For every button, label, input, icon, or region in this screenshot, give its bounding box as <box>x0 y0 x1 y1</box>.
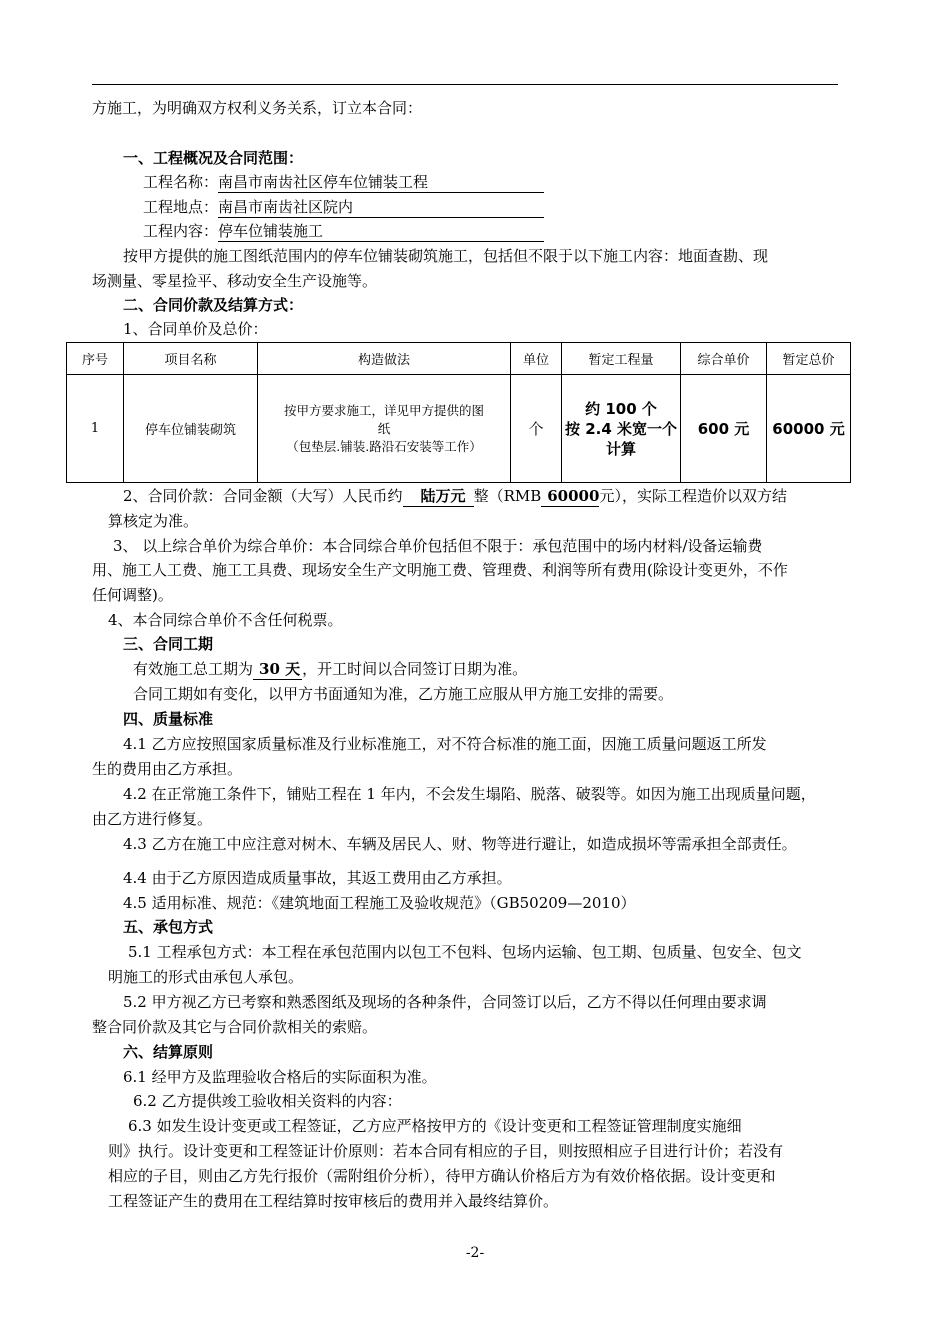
clause-6-3-line-2: 则》执行。设计变更和工程签证计价原则：若本合同有相应的子目，则按照相应子目进行计价；若没有 <box>108 1142 784 1160</box>
qty-line-1: 约 100 个 <box>585 399 657 418</box>
clause-5-2-line-1: 5.2 甲方视乙方已考察和熟悉图纸及现场的各种条件，合同签订以后，乙方不得以任何理由要求调 <box>123 993 767 1011</box>
clause-4-2-line-2: 由乙方进行修复。 <box>92 810 213 828</box>
section-5-heading: 五、承包方式 <box>123 918 214 936</box>
clause-4-2-line-1: 4.2 在正常施工条件下，铺贴工程在 1 年内，不会发生塌陷、脱落、破裂等。如因为施工出现质量问题， <box>123 785 816 803</box>
unit-price-title: 1、合同单价及总价： <box>123 320 268 338</box>
contract-amount-text-a: 2、合同价款：合同金额（大写）人民币约 <box>123 487 403 505</box>
clause-4-3: 4.3 乙方在施工中应注意对树木、车辆及居民人、财、物等进行避让，如造成损坏等需承担全部责任。 <box>123 835 797 853</box>
table-row <box>67 375 851 483</box>
project-site-line <box>143 197 544 218</box>
contract-amount-line-2: 算核定为准。 <box>108 512 199 530</box>
cell-unit-price: 600 元 <box>681 375 767 483</box>
clause-6-3-line-1: 6.3 如发生设计变更或工程签证，乙方应严格按甲方的《设计变更和工程签证管理制度实施细 <box>128 1117 742 1135</box>
method-line-3: （包垫层.铺装.路沿石安装等工作） <box>286 438 482 454</box>
section-3-heading: 三、合同工期 <box>123 635 214 653</box>
contract-amount-text-c: 元），实际工程造价以双方结 <box>599 487 787 505</box>
contract-amount-cn: 陆万元 <box>403 486 474 507</box>
tax-note: 4、本合同综合单价不含任何税票。 <box>108 611 343 629</box>
method-line-2: 纸 <box>377 420 391 436</box>
clause-4-1-line-2: 生的费用由乙方承担。 <box>92 760 243 778</box>
header-cell: 单位 <box>511 343 562 375</box>
duration-change-line: 合同工期如有变化，以甲方书面通知为准，乙方施工应服从甲方施工安排的需要。 <box>133 685 674 703</box>
project-name-label: 工程名称： <box>143 173 219 191</box>
cell-total: 60000 元 <box>767 375 851 483</box>
contract-amount-rmb: 60000 <box>541 486 599 507</box>
clause-4-1-line-1: 4.1 乙方应按照国家质量标准及行业标准施工，对不符合标准的施工面，因施工质量问题返工所发 <box>123 735 767 753</box>
contract-amount-line <box>123 486 787 507</box>
cell-quantity <box>562 375 681 483</box>
clause-6-3-line-4: 工程签证产生的费用在工程结算时按审核后的费用并入最终结算价。 <box>108 1192 559 1210</box>
header-cell: 暂定工程量 <box>562 343 681 375</box>
duration-days: 30 天 <box>253 659 302 680</box>
clause-5-2-line-2: 整合同价款及其它与合同价款相关的索赔。 <box>92 1018 378 1036</box>
duration-text-a: 有效施工总工期为 <box>133 660 254 678</box>
header-rule <box>92 84 838 85</box>
project-content-label: 工程内容： <box>143 222 219 240</box>
price-table <box>66 342 851 483</box>
header-cell: 构造做法 <box>258 343 511 375</box>
cell-item-name: 停车位铺装砌筑 <box>124 375 258 483</box>
clause-5-1-line-1: 5.1 工程承包方式：本工程在承包范围内以包工不包料、包场内运输、包工期、包质量、包安全、包文 <box>128 943 802 961</box>
project-site-label: 工程地点： <box>143 198 219 216</box>
method-line-1: 按甲方要求施工，详见甲方提供的图 <box>283 402 484 418</box>
unit-price-note-1: 3、 以上综合单价为综合单价：本合同综合单价包括但不限于：承包范围中的场内材料/设备运输费 <box>113 537 763 555</box>
project-name-line <box>143 172 544 193</box>
qty-line-3: 计算 <box>605 439 636 458</box>
section-1-heading: 一、工程概况及合同范围： <box>123 149 304 167</box>
scope-desc-line-2: 场测量、零星捡平、移动安全生产设施等。 <box>92 272 378 290</box>
header-cell: 项目名称 <box>124 343 258 375</box>
contract-amount-text-b: 整（RMB <box>473 487 542 505</box>
unit-price-note-3: 任何调整)。 <box>92 586 173 604</box>
cell-no: 1 <box>67 375 124 483</box>
clause-4-4: 4.4 由于乙方原因造成质量事故，其返工费用由乙方承担。 <box>123 869 512 887</box>
clause-4-5: 4.5 适用标准、规范：《建筑地面工程施工及验收规范》（GB50209—2010） <box>123 894 636 912</box>
cell-method <box>258 375 511 483</box>
duration-line <box>133 659 527 680</box>
clause-6-2: 6.2 乙方提供竣工验收相关资料的内容： <box>133 1092 402 1110</box>
header-cell: 综合单价 <box>681 343 767 375</box>
cell-unit: 个 <box>511 375 562 483</box>
table-header-row <box>67 343 851 375</box>
qty-line-2: 按 2.4 米宽一个 <box>564 419 678 438</box>
project-name-value: 南昌市南齿社区停车位铺装工程 <box>218 172 544 193</box>
clause-6-1: 6.1 经甲方及监理验收合格后的实际面积为准。 <box>123 1068 437 1086</box>
duration-text-b: ，开工时间以合同签订日期为准。 <box>302 660 528 678</box>
clause-5-1-line-2: 明施工的形式由承包人承包。 <box>108 968 304 986</box>
scope-desc-line-1: 按甲方提供的施工图纸范围内的停车位铺装砌筑施工，包括但不限于以下施工内容：地面查勘、现 <box>123 247 769 265</box>
section-2-heading: 二、合同价款及结算方式： <box>123 296 304 314</box>
section-6-heading: 六、结算原则 <box>123 1043 214 1061</box>
unit-price-note-2: 用、施工人工费、施工工具费、现场安全生产文明施工费、管理费、利润等所有费用(除设计变更外，不作 <box>92 561 788 579</box>
project-content-line <box>143 221 544 242</box>
project-content-value: 停车位铺装施工 <box>218 221 544 242</box>
page-number: -2- <box>465 1245 485 1261</box>
clause-6-3-line-3: 相应的子目，则由乙方先行报价（需附组价分析），待甲方确认价格后方为有效价格依据。设计变更和 <box>108 1167 776 1185</box>
header-cell: 序号 <box>67 343 124 375</box>
intro-line: 方施工，为明确双方权利义务关系，订立本合同： <box>92 99 423 117</box>
section-4-heading: 四、质量标准 <box>123 710 214 728</box>
header-cell: 暂定总价 <box>767 343 851 375</box>
project-site-value: 南昌市南齿社区院内 <box>218 197 544 218</box>
